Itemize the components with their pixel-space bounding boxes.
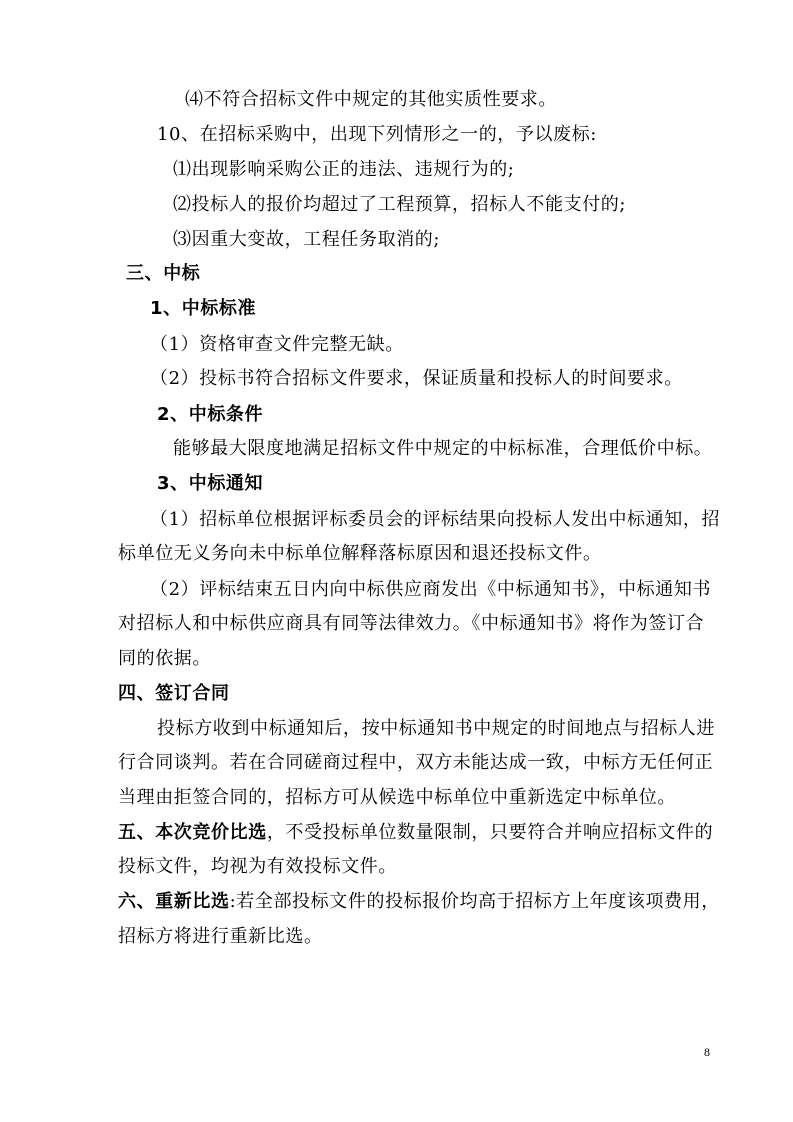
text-run: :若全部投标文件的投标报价均高于招标方上年度该项费用， — [229, 891, 720, 912]
text-line — [118, 821, 713, 845]
text-line: 行合同谈判。若在合同磋商过程中，双方未能达成一致，中标方无任何正 — [118, 752, 714, 773]
text-line: 同的依据。 — [118, 648, 211, 669]
text-line: （1）资格审查文件完整无缺。 — [150, 334, 404, 355]
text-line: （2）投标书符合招标文件要求，保证质量和投标人的时间要求。 — [150, 368, 683, 389]
text-line: （2）评标结束五日内向中标供应商发出《中标通知书》，中标通知书 — [150, 579, 712, 600]
text-line: 对招标人和中标供应商具有同等法律效力。《中标通知书》将作为签订合 — [118, 613, 705, 634]
text-line: 投标方收到中标通知后，按中标通知书中规定的时间地点与招标人进 — [157, 718, 715, 739]
subsection-heading: 2、中标条件 — [157, 404, 264, 425]
section-heading: 四、签订合同 — [118, 683, 230, 704]
text-line: （1）招标单位根据评标委员会的评标结果向投标人发出中标通知，招 — [150, 509, 721, 530]
section-heading: 三、中标 — [126, 263, 201, 284]
text-line: 10、在招标采购中，出现下列情形之一的，予以废标: — [157, 124, 597, 145]
text-line — [118, 890, 720, 914]
text-line: 招标方将进行重新比选。 — [118, 926, 323, 947]
text-line: ⑴出现影响采购公正的违法、违规行为的; — [173, 159, 515, 180]
subsection-heading: 3、中标通知 — [157, 473, 264, 494]
text-run: ，不受投标单位数量限制，只要符合并响应招标文件的 — [266, 822, 714, 843]
text-line: 当理由拒签合同的，招标方可从候选中标单位中重新选定中标单位。 — [118, 787, 676, 808]
section-heading: 五、本次竞价比选 — [118, 822, 267, 843]
text-line: 标单位无义务向未中标单位解释落标原因和退还投标文件。 — [118, 543, 602, 564]
text-line: 能够最大限度地满足招标文件中规定的中标标准，合理低价中标。 — [173, 438, 713, 459]
page-number: 8 — [704, 1045, 710, 1059]
section-heading: 六、重新比选 — [118, 891, 230, 912]
text-line: 投标文件，均视为有效投标文件。 — [118, 856, 397, 877]
text-line: ⑶因重大变故，工程任务取消的; — [173, 229, 441, 250]
text-line: ⑵投标人的报价均超过了工程预算，招标人不能支付的; — [173, 194, 627, 215]
subsection-heading: 1、中标标准 — [150, 298, 257, 319]
text-line: ⑷不符合招标文件中规定的其他实质性要求。 — [185, 89, 557, 110]
